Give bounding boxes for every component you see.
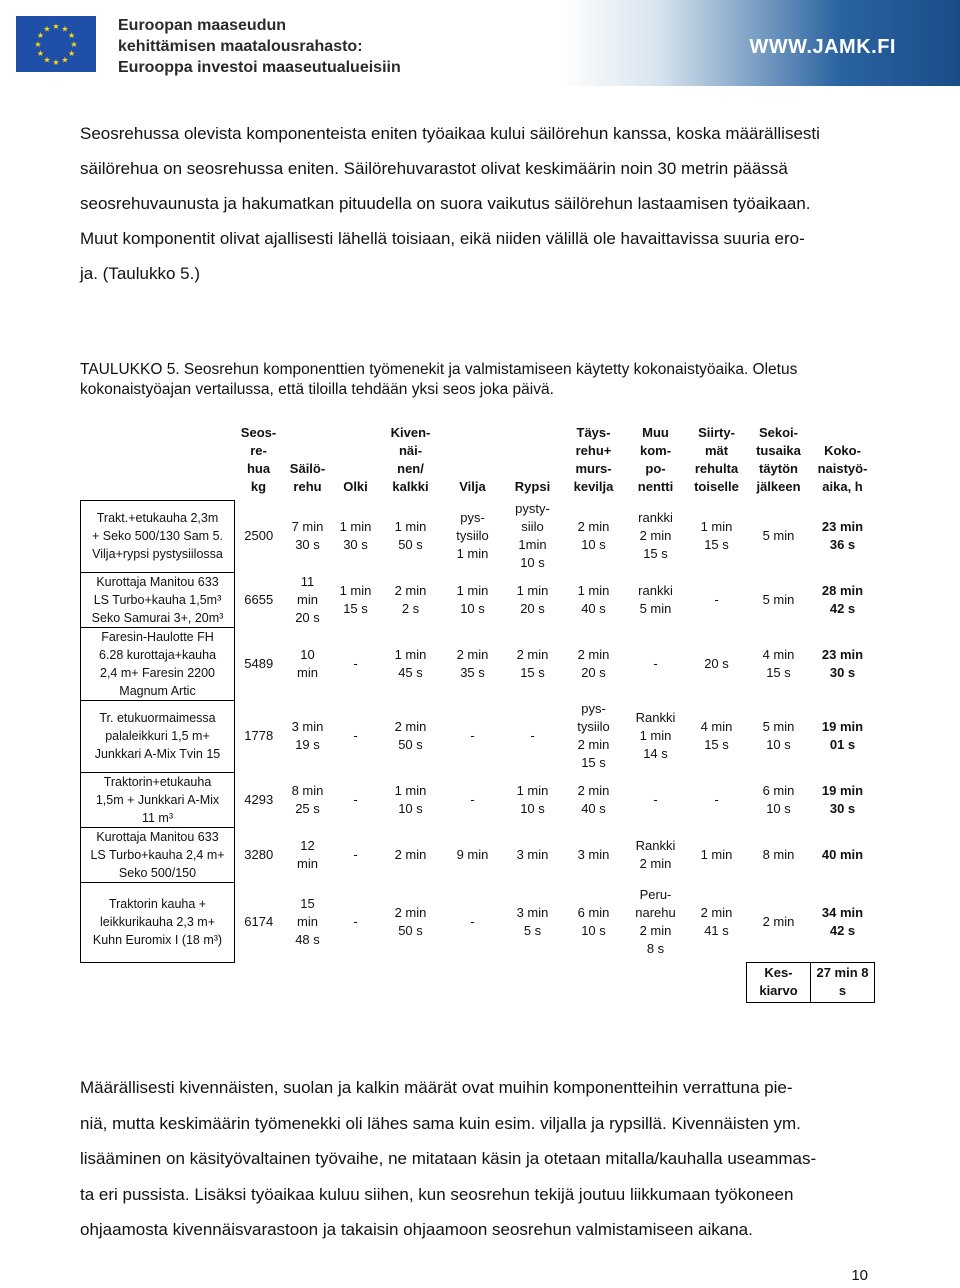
table-cell: -: [470, 914, 475, 929]
table-cell: 1 min 15 s: [700, 519, 733, 552]
column-header: Vilja: [459, 479, 486, 494]
row-label: Traktorin kauha + leikkurikauha 2,3 m+ Kuhn Euromix I (18 m³): [81, 882, 235, 962]
star-icon: ★: [52, 58, 60, 67]
table-cell: -: [653, 655, 658, 671]
table-cell: 7 min 30 s: [291, 519, 324, 552]
average-row: [81, 962, 875, 1002]
table-cell: 2 min 41 s: [700, 905, 733, 938]
table-cell: 12 min: [297, 837, 318, 871]
star-icon: ★: [68, 31, 76, 40]
table-cell: 2 min 20 s: [577, 646, 610, 680]
table-cell: rankki 5 min: [638, 582, 673, 616]
table-cell: 2 min 50 s: [394, 905, 427, 938]
table-cell: 3 min 19 s: [291, 719, 324, 752]
table-row: [81, 700, 875, 772]
average-value: 27 min 8 s: [811, 962, 875, 1002]
table-cell: -: [353, 914, 358, 929]
row-label: Kurottaja Manitou 633 LS Turbo+kauha 1,5m³ Seko Samurai 3+, 20m³: [81, 572, 235, 627]
star-icon: ★: [43, 55, 51, 65]
eu-line: Eurooppa investoi maaseutualueisiin: [118, 59, 401, 76]
text-line: ohjaamosta kivennäisvarastoon ja takaisin ohjaamoon seosrehun valmistamiseen aikana.: [80, 1220, 753, 1239]
table-cell: 2 min 2 s: [394, 582, 427, 616]
table-cell: 2 min 35 s: [456, 646, 489, 680]
star-icon: ★: [68, 49, 76, 58]
total-time-cell: 23 min 36 s: [821, 519, 864, 552]
table-row: [81, 572, 875, 627]
jamk-url[interactable]: WWW.JAMK.FI: [749, 36, 896, 58]
table-cell: 1778: [235, 700, 283, 772]
star-icon: ★: [43, 24, 51, 34]
row-label: Trakt.+etukauha 2,3m + Seko 500/130 Sam 5. Vilja+rypsi pystysiilossa: [81, 500, 235, 572]
table-cell: Rankki 2 min: [635, 837, 676, 871]
average-label: Kes- kiarvo: [747, 962, 811, 1002]
empty-cell: [235, 962, 283, 1002]
table-cell: 20 s: [704, 655, 729, 671]
table-cell: 15 min 48 s: [295, 896, 320, 947]
total-time-cell: 40 min: [821, 846, 864, 862]
table-cell: 3 min 5 s: [516, 905, 549, 938]
column-header: Säilö- rehu: [289, 461, 326, 494]
table-cell: 5489: [235, 627, 283, 700]
row-label: Kurottaja Manitou 633 LS Turbo+kauha 2,4 m+ Seko 500/150: [81, 827, 235, 882]
table-cell: 3 min: [577, 846, 610, 862]
column-header: Rypsi: [514, 479, 551, 494]
text-line: Seosrehussa olevista komponenteista eniten työaikaa kului säilörehun kanssa, koska määrällisesti: [80, 124, 820, 143]
table-cell: 1 min 10 s: [394, 782, 427, 816]
table-cell: 8 min: [762, 846, 795, 862]
star-icon: ★: [36, 31, 44, 40]
table-cell: 5 min 10 s: [762, 719, 795, 752]
eu-line: kehittämisen maatalousrahasto:: [118, 38, 363, 55]
table-cell: 1 min 10 s: [456, 582, 489, 616]
table-cell: 5 min: [762, 528, 795, 543]
column-header: Kiven- näi- nen/ kalkki: [390, 425, 431, 494]
text-line: niä, mutta keskimäärin työmenekki oli lähes sama kuin esim. viljalla ja rypsillä. Kivennäisten ym.: [80, 1113, 801, 1133]
table-cell: 5 min: [762, 591, 795, 607]
table-cell: pys- tysiilo 2 min 15 s: [577, 701, 610, 770]
total-time-cell: 28 min 42 s: [821, 582, 864, 616]
text-line: säilörehua on seosrehussa eniten. Säilörehuvarastot olivat keskimäärin noin 30 metrin päässä: [80, 159, 788, 178]
star-icon: ★: [36, 49, 44, 58]
table-cell: 2 min 50 s: [394, 719, 427, 752]
star-icon: ★: [34, 40, 42, 49]
text-line: Määrällisesti kivennäisten, suolan ja kalkin määrät ovat muihin komponentteihin verrattuna pie-: [80, 1078, 793, 1097]
page-header: [0, 0, 960, 86]
table-cell: -: [653, 791, 658, 807]
table-cell: 1 min 40 s: [577, 582, 610, 616]
empty-cell: [379, 962, 443, 1002]
table-cell: 2 min: [394, 846, 427, 862]
table-cell: 3280: [235, 827, 283, 882]
star-icon: ★: [52, 22, 60, 31]
table-cell: -: [714, 791, 719, 807]
column-header: Seos- re- hua kg: [240, 425, 277, 494]
table-cell: -: [353, 846, 358, 862]
total-time-cell: 34 min 42 s: [821, 904, 864, 938]
table-cell: 8 min 25 s: [291, 782, 324, 816]
intro-paragraph: [80, 116, 860, 291]
table-cell: Peru- narehu 2 min 8 s: [635, 887, 676, 956]
table-cell: 10 min: [297, 646, 318, 680]
column-header: Täys- rehu+ murs- kevilja: [573, 425, 614, 494]
table-cell: 1 min 20 s: [516, 582, 549, 616]
table-cell: 2500: [235, 500, 283, 572]
empty-cell: [625, 962, 687, 1002]
table-cell: 11 min 20 s: [295, 573, 320, 625]
empty-cell: [443, 962, 503, 1002]
text-line: ja. (Taulukko 5.): [80, 264, 200, 283]
table-cell: 1 min: [700, 846, 733, 862]
empty-cell: [283, 962, 333, 1002]
table-cell: 1 min 10 s: [516, 782, 549, 816]
table-cell: 9 min: [456, 846, 489, 862]
text-line: seosrehuvaunusta ja hakumatkan pituudella on suora vaikutus säilörehun lastaamisen työaikaan.: [80, 194, 811, 213]
star-icon: ★: [70, 40, 78, 49]
eu-flag-icon: [16, 16, 96, 72]
table-cell: Rankki 1 min 14 s: [635, 710, 676, 761]
table-row: [81, 772, 875, 827]
table-cell: 1 min 50 s: [394, 519, 427, 552]
table-cell: pysty- siilo 1min 10 s: [515, 501, 550, 570]
column-header: Muu kom- po- nentti: [637, 425, 674, 494]
table-header-row: [81, 424, 875, 500]
table-cell: -: [353, 655, 358, 671]
table-cell: 3 min: [516, 846, 549, 862]
column-header: Sekoi- tusaika täytön jälkeen: [756, 425, 801, 494]
table-cell: -: [470, 791, 475, 807]
text-line: Muut komponentit olivat ajallisesti lähellä toisiaan, eikä niiden välillä ole havaittavissa suuria ero-: [80, 229, 805, 248]
table-cell: pys- tysiilo 1 min: [456, 510, 489, 561]
eu-flag-stars: [16, 16, 96, 72]
empty-cell: [687, 962, 747, 1002]
page-number: 10: [851, 1267, 868, 1284]
eu-funding-text: [118, 15, 401, 78]
table-cell: 1 min 30 s: [339, 519, 372, 552]
column-header: [81, 424, 235, 500]
table-cell: 4 min 15 s: [762, 646, 795, 680]
table-cell: 2 min 40 s: [577, 782, 610, 816]
table-cell: 6 min 10 s: [577, 905, 610, 938]
empty-cell: [503, 962, 563, 1002]
table-caption: [80, 360, 870, 400]
caption-line: TAULUKKO 5. Seosrehun komponenttien työmenekit ja valmistamiseen käytetty kokonaistyöaika. Oletus: [80, 361, 798, 378]
text-line: lisääminen on käsityövaltainen työvaihe, ne mitataan käsin ja otetaan mitalla/kauhalla useammas-: [80, 1149, 817, 1168]
empty-cell: [563, 962, 625, 1002]
table-cell: 2 min 10 s: [577, 519, 610, 552]
table-row: [81, 500, 875, 572]
table-cell: 1 min 15 s: [339, 582, 372, 616]
jamk-banner: [560, 0, 960, 86]
total-time-cell: 19 min 01 s: [821, 719, 864, 752]
column-header: Olki: [343, 479, 368, 494]
work-time-table: [80, 424, 875, 1003]
table-cell: 6655: [235, 572, 283, 627]
total-time-cell: 23 min 30 s: [821, 646, 864, 680]
table-cell: -: [530, 728, 535, 743]
table-cell: 2 min: [762, 913, 795, 929]
star-icon: ★: [61, 55, 69, 65]
table-cell: 1 min 45 s: [394, 646, 427, 680]
column-header: Siirty- mät rehulta toiselle: [694, 425, 739, 494]
empty-cell: [333, 962, 379, 1002]
table-row: [81, 882, 875, 962]
column-header: Koko- naistyö- aika, h: [817, 443, 868, 494]
eu-line: Euroopan maaseudun: [118, 17, 287, 34]
table-cell: 4293: [235, 772, 283, 827]
table-cell: -: [353, 791, 358, 807]
empty-cell: [81, 962, 235, 1002]
row-label: Traktorin+etukauha 1,5m + Junkkari A-Mix 11 m³: [81, 772, 235, 827]
table-cell: -: [714, 591, 719, 607]
caption-line: kokonaistyöajan vertailussa, että tiloilla tehdään yksi seos joka päivä.: [80, 381, 554, 398]
table-cell: 6 min 10 s: [762, 782, 795, 816]
row-label: Faresin-Haulotte FH 6.28 kurottaja+kauha 2,4 m+ Faresin 2200 Magnum Artic: [81, 627, 235, 700]
table-cell: rankki 2 min 15 s: [638, 510, 673, 561]
closing-paragraph: [80, 1070, 860, 1248]
table-row: [81, 827, 875, 882]
row-label: Tr. etukuormaimessa palaleikkuri 1,5 m+ Junkkari A-Mix Tvin 15: [81, 700, 235, 772]
table-row: [81, 627, 875, 700]
table-cell: -: [470, 728, 475, 743]
table-cell: 4 min 15 s: [700, 719, 733, 752]
table-cell: 2 min 15 s: [516, 646, 549, 680]
table-cell: -: [353, 728, 358, 743]
table-cell: 6174: [235, 882, 283, 962]
star-icon: ★: [61, 24, 69, 34]
total-time-cell: 19 min 30 s: [821, 782, 864, 816]
text-line: ta eri pussista. Lisäksi työaikaa kuluu siihen, kun seosrehun tekijä joutuu liikkumaan työkoneen: [80, 1184, 794, 1204]
table-body: [81, 500, 875, 1002]
